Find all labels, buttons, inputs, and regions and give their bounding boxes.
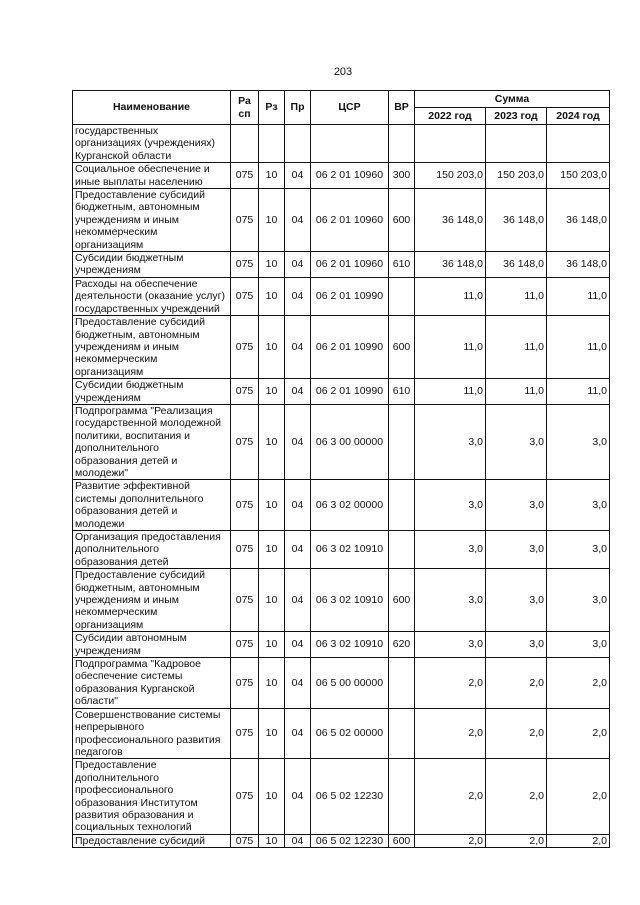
sum-2024-cell: 11,0 — [547, 316, 610, 379]
csr-cell: 06 3 02 10910 — [311, 569, 389, 632]
sum-2022-cell: 3,0 — [415, 569, 486, 632]
table-body — [73, 125, 610, 848]
pr-cell: 04 — [285, 759, 311, 834]
csr-cell: 06 3 02 10910 — [311, 632, 389, 658]
sum-2022-cell: 2,0 — [415, 658, 486, 709]
csr-cell: 06 2 01 10960 — [311, 252, 389, 278]
rasp-cell: 075 — [231, 277, 259, 315]
pr-cell: 04 — [285, 834, 311, 847]
vr-cell — [389, 480, 415, 531]
csr-cell: 06 5 02 12230 — [311, 834, 389, 847]
table-row — [73, 759, 610, 834]
rasp-cell: 075 — [231, 759, 259, 834]
sum-2022-cell: 2,0 — [415, 759, 486, 834]
vr-cell: 600 — [389, 834, 415, 847]
sum-2024-cell: 2,0 — [547, 658, 610, 709]
rz-cell: 10 — [259, 658, 285, 709]
rasp-cell: 075 — [231, 834, 259, 847]
sum-2022-cell: 11,0 — [415, 316, 486, 379]
sum-2022-cell: 11,0 — [415, 277, 486, 315]
sum-2024-cell: 11,0 — [547, 379, 610, 405]
pr-cell: 04 — [285, 480, 311, 531]
budget-table — [72, 90, 610, 848]
sum-2024-cell: 2,0 — [547, 834, 610, 847]
sum-2022-cell: 3,0 — [415, 531, 486, 569]
table-row — [73, 252, 610, 278]
vr-cell — [389, 125, 415, 163]
csr-cell: 06 3 02 10910 — [311, 531, 389, 569]
sum-2022-cell: 2,0 — [415, 708, 486, 759]
table-row — [73, 708, 610, 759]
table-row — [73, 658, 610, 709]
name-cell: Подпрограмма "Кадровое обеспечение системы образования Курганской области" — [73, 658, 231, 709]
header-sum: Сумма — [415, 91, 610, 108]
vr-cell — [389, 277, 415, 315]
name-cell: Организация предоставления дополнительного образования детей — [73, 531, 231, 569]
header-pr: Пр — [285, 91, 311, 125]
rz-cell: 10 — [259, 252, 285, 278]
table-row — [73, 277, 610, 315]
sum-2024-cell: 2,0 — [547, 759, 610, 834]
sum-2024-cell: 11,0 — [547, 277, 610, 315]
sum-2023-cell: 2,0 — [486, 708, 547, 759]
name-cell: Развитие эффективной системы дополнительного образования детей и молодежи — [73, 480, 231, 531]
sum-2022-cell: 150 203,0 — [415, 163, 486, 189]
name-cell: Субсидии автономным учреждениям — [73, 632, 231, 658]
table-row — [73, 531, 610, 569]
sum-2022-cell: 3,0 — [415, 480, 486, 531]
rz-cell: 10 — [259, 569, 285, 632]
sum-2022-cell: 36 148,0 — [415, 189, 486, 252]
pr-cell: 04 — [285, 531, 311, 569]
csr-cell: 06 2 01 10960 — [311, 163, 389, 189]
table-row — [73, 163, 610, 189]
rasp-cell: 075 — [231, 569, 259, 632]
table-row — [73, 125, 610, 163]
name-cell: Расходы на обеспечение деятельности (оказание услуг) государственных учреждений — [73, 277, 231, 315]
rasp-cell: 075 — [231, 480, 259, 531]
rasp-cell: 075 — [231, 189, 259, 252]
rasp-cell: 075 — [231, 632, 259, 658]
sum-2023-cell: 36 148,0 — [486, 189, 547, 252]
pr-cell: 04 — [285, 569, 311, 632]
sum-2023-cell: 2,0 — [486, 834, 547, 847]
table-row — [73, 404, 610, 479]
vr-cell: 610 — [389, 252, 415, 278]
sum-2023-cell: 36 148,0 — [486, 252, 547, 278]
sum-2023-cell: 150 203,0 — [486, 163, 547, 189]
sum-2022-cell: 3,0 — [415, 404, 486, 479]
rasp-cell — [231, 125, 259, 163]
rasp-cell: 075 — [231, 708, 259, 759]
rasp-cell: 075 — [231, 316, 259, 379]
rasp-cell: 075 — [231, 658, 259, 709]
csr-cell: 06 5 00 00000 — [311, 658, 389, 709]
rz-cell: 10 — [259, 759, 285, 834]
vr-cell: 620 — [389, 632, 415, 658]
rz-cell: 10 — [259, 632, 285, 658]
sum-2022-cell: 36 148,0 — [415, 252, 486, 278]
vr-cell: 610 — [389, 379, 415, 405]
csr-cell: 06 2 01 10990 — [311, 277, 389, 315]
sum-2024-cell: 36 148,0 — [547, 189, 610, 252]
sum-2023-cell: 3,0 — [486, 531, 547, 569]
csr-cell: 06 2 01 10990 — [311, 379, 389, 405]
header-2022: 2022 год — [415, 108, 486, 125]
sum-2022-cell: 2,0 — [415, 834, 486, 847]
name-cell: Совершенствование системы непрерывного профессионального развития педагогов — [73, 708, 231, 759]
sum-2024-cell: 36 148,0 — [547, 252, 610, 278]
header-name: Наименование — [73, 91, 231, 125]
sum-2023-cell: 3,0 — [486, 569, 547, 632]
rz-cell: 10 — [259, 163, 285, 189]
table-row — [73, 834, 610, 847]
sum-2024-cell — [547, 125, 610, 163]
rasp-cell: 075 — [231, 163, 259, 189]
rz-cell: 10 — [259, 480, 285, 531]
rz-cell: 10 — [259, 834, 285, 847]
vr-cell — [389, 531, 415, 569]
sum-2022-cell — [415, 125, 486, 163]
rasp-cell: 075 — [231, 252, 259, 278]
rasp-cell: 075 — [231, 531, 259, 569]
name-cell: Предоставление субсидий бюджетным, автономным учреждениям и иным некоммерческим организациям — [73, 189, 231, 252]
name-cell: Подпрограмма "Реализация государственной молодежной политики, воспитания и дополнительного образования детей и молодежи" — [73, 404, 231, 479]
csr-cell: 06 5 02 00000 — [311, 708, 389, 759]
sum-2024-cell: 3,0 — [547, 480, 610, 531]
sum-2024-cell: 150 203,0 — [547, 163, 610, 189]
vr-cell — [389, 404, 415, 479]
vr-cell: 600 — [389, 316, 415, 379]
sum-2023-cell: 3,0 — [486, 632, 547, 658]
table-row — [73, 379, 610, 405]
vr-cell — [389, 708, 415, 759]
table-row — [73, 569, 610, 632]
vr-cell — [389, 658, 415, 709]
rz-cell: 10 — [259, 189, 285, 252]
sum-2022-cell: 11,0 — [415, 379, 486, 405]
table-row — [73, 316, 610, 379]
rz-cell: 10 — [259, 277, 285, 315]
sum-2022-cell: 3,0 — [415, 632, 486, 658]
csr-cell: 06 2 01 10990 — [311, 316, 389, 379]
csr-cell: 06 5 02 12230 — [311, 759, 389, 834]
vr-cell: 300 — [389, 163, 415, 189]
header-2024: 2024 год — [547, 108, 610, 125]
sum-2024-cell: 3,0 — [547, 404, 610, 479]
pr-cell: 04 — [285, 316, 311, 379]
header-rz: Рз — [259, 91, 285, 125]
name-cell: Предоставление субсидий бюджетным, автономным учреждениям и иным некоммерческим организациям — [73, 569, 231, 632]
rz-cell — [259, 125, 285, 163]
csr-cell: 06 3 02 00000 — [311, 480, 389, 531]
sum-2023-cell: 3,0 — [486, 404, 547, 479]
pr-cell: 04 — [285, 277, 311, 315]
name-cell: Предоставление субсидий — [73, 834, 231, 847]
pr-cell: 04 — [285, 189, 311, 252]
rz-cell: 10 — [259, 316, 285, 379]
vr-cell: 600 — [389, 569, 415, 632]
rz-cell: 10 — [259, 531, 285, 569]
pr-cell: 04 — [285, 252, 311, 278]
name-cell: Субсидии бюджетным учреждениям — [73, 379, 231, 405]
csr-cell — [311, 125, 389, 163]
sum-2023-cell: 11,0 — [486, 379, 547, 405]
table-row — [73, 189, 610, 252]
rasp-cell: 075 — [231, 379, 259, 405]
sum-2023-cell: 2,0 — [486, 759, 547, 834]
rz-cell: 10 — [259, 379, 285, 405]
table-row — [73, 632, 610, 658]
sum-2023-cell: 11,0 — [486, 277, 547, 315]
vr-cell — [389, 759, 415, 834]
name-cell: государственных организациях (учреждениях) Курганской области — [73, 125, 231, 163]
sum-2023-cell — [486, 125, 547, 163]
name-cell: Предоставление дополнительного профессионального образования Институтом развития образования и социальных технологий — [73, 759, 231, 834]
pr-cell — [285, 125, 311, 163]
sum-2023-cell: 2,0 — [486, 658, 547, 709]
table-header — [73, 91, 610, 125]
page-number: 203 — [333, 66, 353, 78]
pr-cell: 04 — [285, 658, 311, 709]
sum-2024-cell: 3,0 — [547, 531, 610, 569]
name-cell: Социальное обеспечение и иные выплаты населению — [73, 163, 231, 189]
pr-cell: 04 — [285, 404, 311, 479]
vr-cell: 600 — [389, 189, 415, 252]
csr-cell: 06 2 01 10960 — [311, 189, 389, 252]
csr-cell: 06 3 00 00000 — [311, 404, 389, 479]
pr-cell: 04 — [285, 632, 311, 658]
rz-cell: 10 — [259, 404, 285, 479]
pr-cell: 04 — [285, 708, 311, 759]
pr-cell: 04 — [285, 163, 311, 189]
name-cell: Предоставление субсидий бюджетным, автономным учреждениям и иным некоммерческим организациям — [73, 316, 231, 379]
name-cell: Субсидии бюджетным учреждениям — [73, 252, 231, 278]
header-2023: 2023 год — [486, 108, 547, 125]
header-csr: ЦСР — [311, 91, 389, 125]
rz-cell: 10 — [259, 708, 285, 759]
header-vr: ВР — [389, 91, 415, 125]
pr-cell: 04 — [285, 379, 311, 405]
sum-2024-cell: 3,0 — [547, 632, 610, 658]
sum-2024-cell: 3,0 — [547, 569, 610, 632]
sum-2023-cell: 11,0 — [486, 316, 547, 379]
rasp-cell: 075 — [231, 404, 259, 479]
table-row — [73, 480, 610, 531]
sum-2023-cell: 3,0 — [486, 480, 547, 531]
sum-2024-cell: 2,0 — [547, 708, 610, 759]
header-rasp: Ра сп — [231, 91, 259, 125]
